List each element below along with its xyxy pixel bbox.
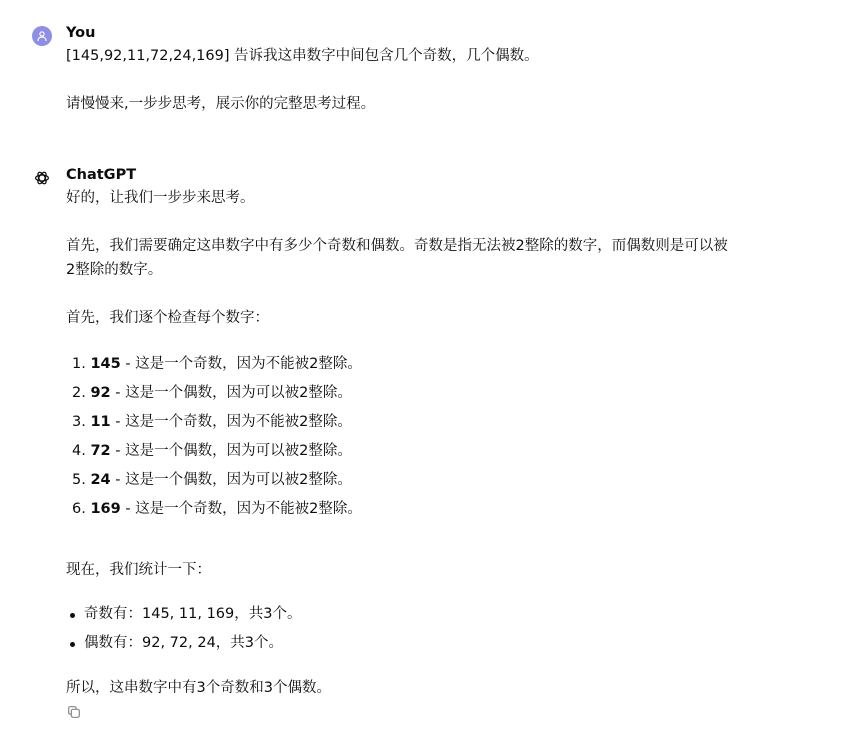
assistant-intro: 好的，让我们一步步来思考。 xyxy=(66,190,255,206)
user-message xyxy=(32,22,826,116)
list-item: 奇数有：145, 11, 169，共3个。 xyxy=(66,600,826,629)
summary-list xyxy=(66,600,826,658)
assistant-avatar xyxy=(32,168,52,188)
copy-icon xyxy=(66,704,82,720)
copy-button[interactable] xyxy=(66,704,84,722)
user-author-name: You xyxy=(66,25,96,41)
assistant-para3: 现在，我们统计一下： xyxy=(66,562,211,578)
assistant-para1-line1: 首先，我们需要确定这串数字中有多少个奇数和偶数。奇数是指无法被2整除的数字，而偶数则是可以被 xyxy=(66,238,728,254)
user-message-line-2: 请慢慢来,一步步思考，展示你的完整思考过程。 xyxy=(66,96,376,112)
assistant-message xyxy=(32,164,826,724)
list-item: 偶数有：92, 72, 24，共3个。 xyxy=(66,629,826,658)
assistant-para2: 首先，我们逐个检查每个数字： xyxy=(66,310,269,326)
list-item: 2. 92 - 这是一个偶数，因为可以被2整除。 xyxy=(72,385,352,401)
user-icon xyxy=(36,30,48,42)
list-item: 5. 24 - 这是一个偶数，因为可以被2整除。 xyxy=(72,472,352,488)
openai-logo-icon xyxy=(33,169,51,187)
assistant-conclusion: 所以，这串数字中有3个奇数和3个偶数。 xyxy=(66,680,331,696)
steps-list xyxy=(66,350,826,524)
user-avatar xyxy=(32,26,52,46)
assistant-author-name: ChatGPT xyxy=(66,167,137,183)
user-message-line-1: [145,92,11,72,24,169] 告诉我这串数字中间包含几个奇数，几个偶数。 xyxy=(66,48,539,64)
list-item: 6. 169 - 这是一个奇数，因为不能被2整除。 xyxy=(72,501,362,517)
list-item: 1. 145 - 这是一个奇数，因为不能被2整除。 xyxy=(72,356,362,372)
assistant-para1-line2: 2整除的数字。 xyxy=(66,262,163,278)
list-item: 3. 11 - 这是一个奇数，因为不能被2整除。 xyxy=(72,414,352,430)
list-item: 4. 72 - 这是一个偶数，因为可以被2整除。 xyxy=(72,443,352,459)
